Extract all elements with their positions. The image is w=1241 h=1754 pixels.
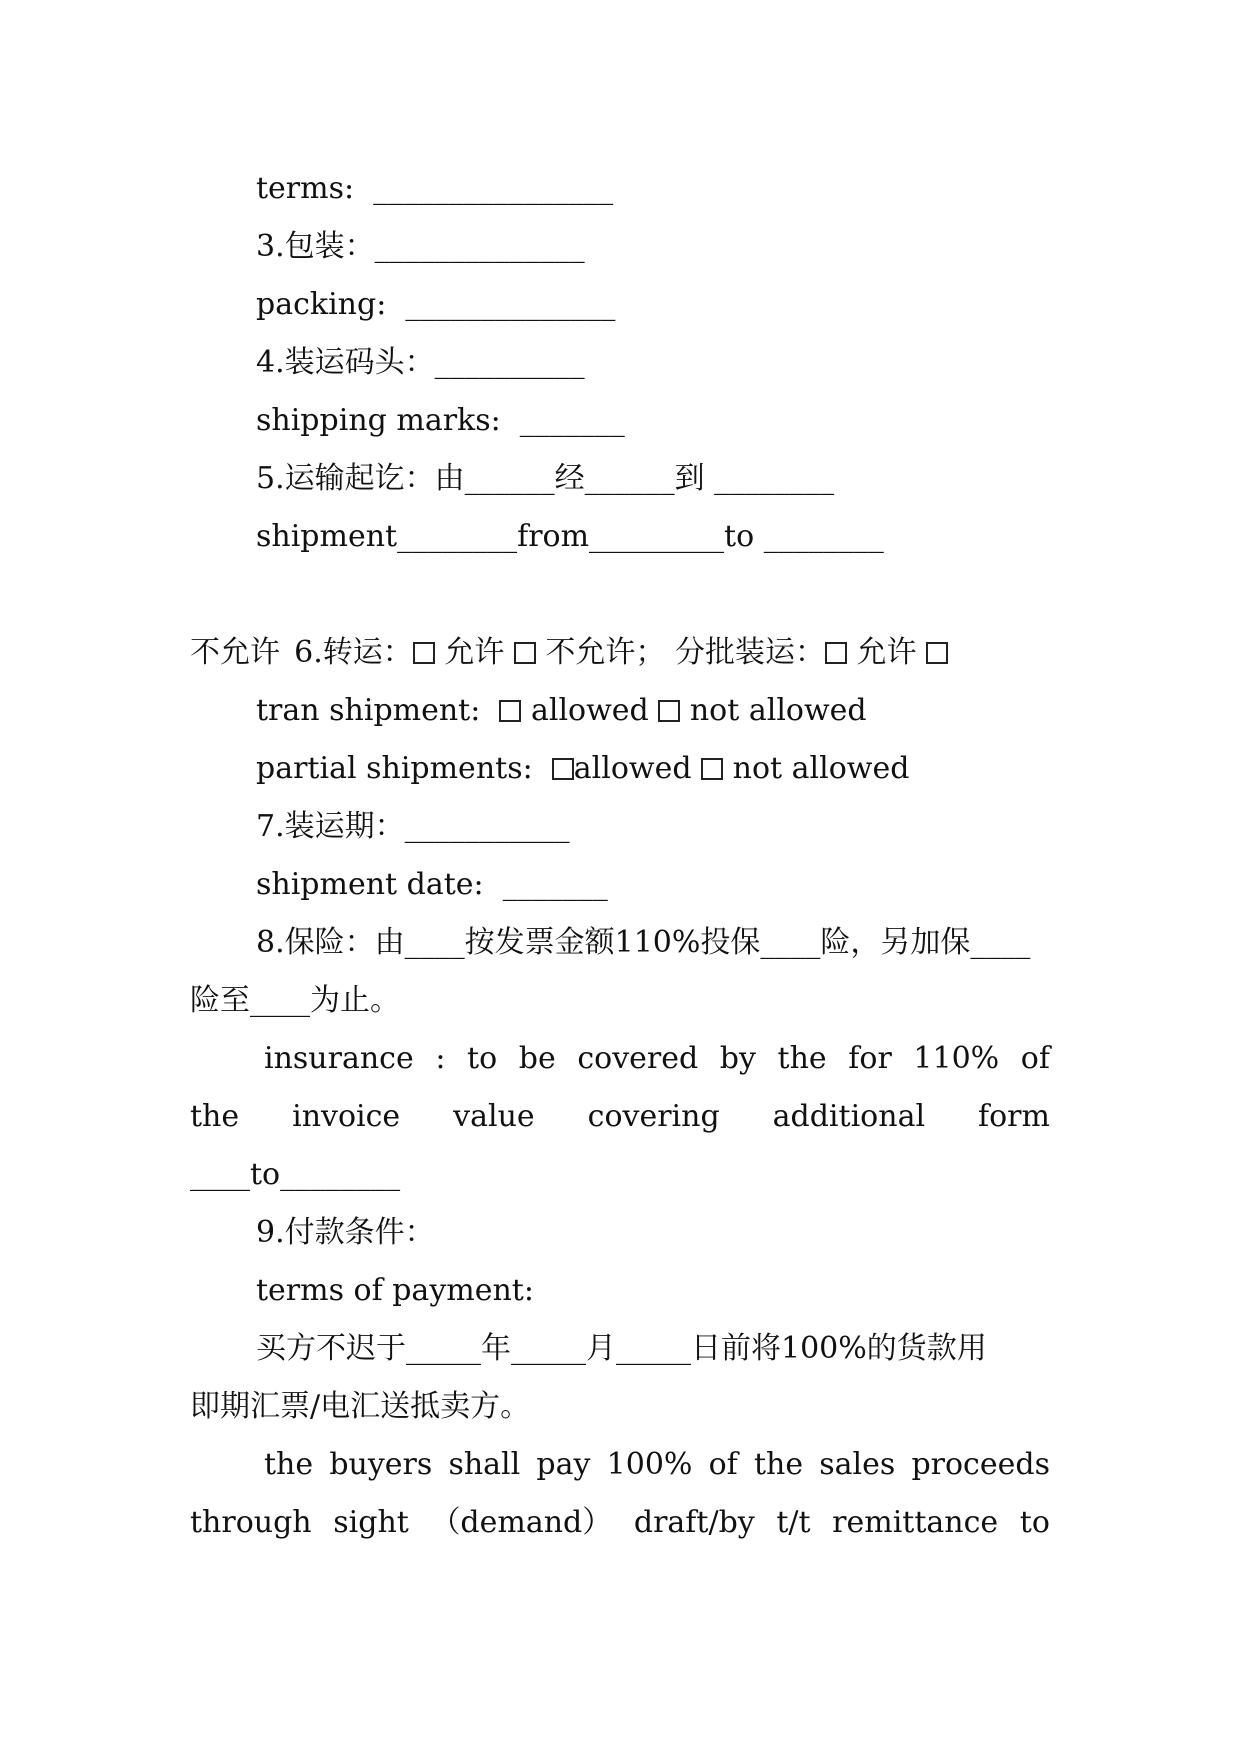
- word: proceeds: [911, 1447, 1050, 1482]
- word: the: [264, 1447, 314, 1482]
- word: the: [190, 1099, 240, 1134]
- word: of: [1020, 1041, 1050, 1076]
- payment-en-line-2: [190, 1494, 1050, 1552]
- checkbox[interactable]: [926, 642, 948, 664]
- word: :: [435, 1041, 446, 1076]
- shipment-route-cn-line: 5.运输起讫：由______经______到 ________: [256, 461, 835, 496]
- contract-page: [190, 160, 1050, 1552]
- checkbox-label: allowed: [573, 751, 692, 786]
- word: additional: [772, 1099, 926, 1134]
- word: the: [753, 1447, 804, 1482]
- terms-line: terms: ________________: [256, 171, 614, 206]
- word: 100%: [606, 1447, 693, 1482]
- checkbox[interactable]: [413, 642, 435, 664]
- word: value: [453, 1099, 535, 1134]
- checkbox[interactable]: [552, 758, 574, 780]
- checkbox-label: 允许: [444, 635, 505, 670]
- partial-cn-label: 分批装运：: [674, 635, 825, 670]
- word: sight: [333, 1505, 409, 1540]
- shipping-marks-en-line: shipping marks: _______: [256, 403, 625, 438]
- payment-en-line-1: [190, 1436, 1050, 1494]
- word: t/t: [776, 1505, 811, 1540]
- word: shall: [448, 1447, 521, 1482]
- transshipment-cn-line: [190, 566, 1050, 670]
- word: （demand）: [430, 1505, 613, 1540]
- word: insurance: [264, 1041, 414, 1076]
- checkbox-label: not allowed: [689, 693, 867, 728]
- insurance-en-line-2: [190, 1088, 1050, 1146]
- word: of: [708, 1447, 738, 1482]
- word: draft/by: [633, 1505, 755, 1540]
- transshipment-cn-continuation: 不允许: [190, 635, 280, 670]
- payment-cn-line-1: 买方不迟于_____年_____月_____日前将100%的货款用: [256, 1331, 987, 1366]
- insurance-cn-continuation: 险至____为止。: [190, 983, 400, 1018]
- checkbox-label: not allowed: [732, 751, 910, 786]
- word: to: [467, 1041, 498, 1076]
- word: sales: [819, 1447, 896, 1482]
- insurance-en-line-1: [190, 1030, 1050, 1088]
- word: be: [518, 1041, 556, 1076]
- checkbox[interactable]: [658, 700, 680, 722]
- checkbox-label: 允许: [856, 635, 917, 670]
- insurance-en-line-3: ____to________: [190, 1157, 401, 1192]
- word: covered: [577, 1041, 699, 1076]
- insurance-cn-line: 8.保险：由____按发票金额110%投保____险，另加保____: [256, 925, 1031, 960]
- word: buyers: [329, 1447, 433, 1482]
- checkbox-label: allowed: [530, 693, 649, 728]
- shipment-date-cn-line: 7.装运期：___________: [256, 809, 570, 844]
- word: remittance: [832, 1505, 999, 1540]
- word: pay: [536, 1447, 591, 1482]
- word: form: [978, 1099, 1050, 1134]
- tran-shipment-label: tran shipment:: [256, 693, 490, 728]
- payment-terms-cn-heading: 9.付款条件：: [256, 1215, 435, 1250]
- word: through: [190, 1505, 312, 1540]
- word: invoice: [292, 1099, 401, 1134]
- packing-en-line: packing: ______________: [256, 287, 616, 322]
- packing-cn-line: 3.包装：______________: [256, 229, 585, 264]
- checkbox-label: 不允许；: [545, 635, 666, 670]
- word: the: [777, 1041, 827, 1076]
- shipment-route-en-line: shipment________from_________to ________: [256, 519, 884, 554]
- shipping-marks-cn-line: 4.装运码头：__________: [256, 345, 585, 380]
- word: for: [848, 1041, 892, 1076]
- tran-shipment-line: [190, 682, 1050, 740]
- checkbox[interactable]: [499, 700, 521, 722]
- partial-shipments-line: [190, 740, 1050, 798]
- word: 110%: [913, 1041, 1000, 1076]
- payment-terms-en-heading: terms of payment:: [256, 1273, 534, 1308]
- shipment-date-en-line: shipment date: _______: [256, 867, 608, 902]
- checkbox[interactable]: [514, 642, 536, 664]
- checkbox[interactable]: [701, 758, 723, 780]
- payment-cn-line-2: 即期汇票/电汇送抵卖方。: [190, 1389, 531, 1424]
- partial-shipments-label: partial shipments:: [256, 751, 543, 786]
- transshipment-cn-label: 6.转运：: [294, 635, 413, 670]
- word: by: [719, 1041, 756, 1076]
- checkbox[interactable]: [825, 642, 847, 664]
- word: to: [1019, 1505, 1050, 1540]
- word: covering: [587, 1099, 720, 1134]
